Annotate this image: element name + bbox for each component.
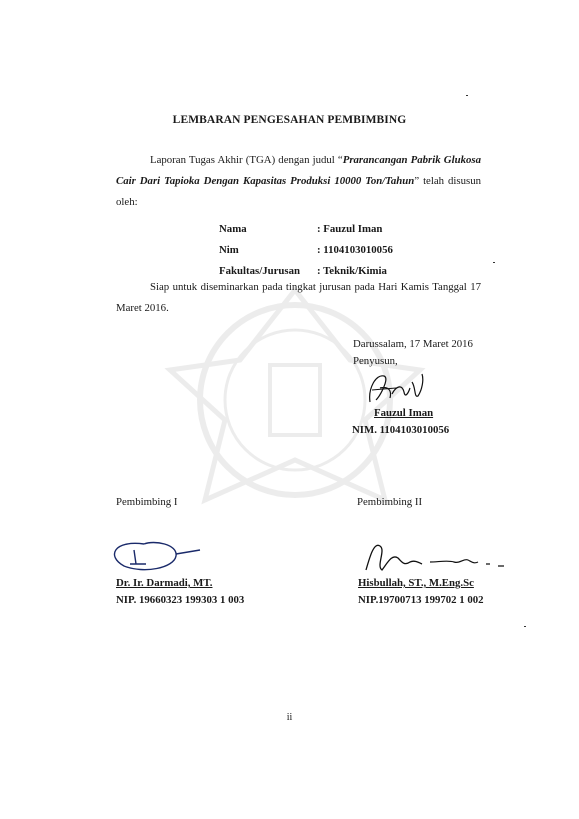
info-value-nim: : 1104103010056 — [317, 244, 393, 256]
page-title: LEMBARAN PENGESAHAN PEMBIMBING — [172, 114, 407, 126]
supervisor2-nip: NIP.19700713 199702 1 002 — [358, 594, 484, 606]
supervisor1-name: Dr. Ir. Darmadi, MT. — [116, 577, 213, 589]
author-role: Penyusun, — [353, 355, 398, 367]
place-date: Darussalam, 17 Maret 2016 — [353, 338, 473, 350]
author-sign-block — [353, 336, 473, 370]
info-value-name: : Fauzul Iman — [317, 223, 383, 235]
student-info — [219, 219, 393, 282]
author-identity — [352, 405, 449, 439]
supervisor2-role: Pembimbing II — [357, 496, 423, 508]
thesis-title: Prarancangan Pabrik Glukosa Cair Dari Tapioka Dengan Kapasitas Produksi 10000 Ton/Tahun — [116, 154, 481, 187]
info-label-nim: Nim — [219, 244, 239, 256]
author-signature — [362, 368, 432, 408]
supervisor1-role: Pembimbing I — [116, 496, 178, 508]
scan-speck — [524, 626, 526, 627]
page-number: ii — [286, 712, 293, 723]
student-info-row — [219, 240, 393, 261]
intro-paragraph — [116, 150, 481, 213]
supervisor2-name: Hisbullah, ST., M.Eng.Sc — [358, 577, 474, 589]
seminar-paragraph: Siap untuk diseminarkan pada tingkat jurusan pada Hari Kamis Tanggal 17 Maret 2016. — [116, 281, 481, 314]
scan-speck — [493, 262, 495, 263]
info-value-faculty: : Teknik/Kimia — [317, 265, 387, 277]
intro-text-after: ” telah disusun oleh: — [116, 175, 481, 208]
supervisor1-nip: NIP. 19660323 199303 1 003 — [116, 594, 245, 606]
supervisor2-identity — [358, 575, 484, 609]
scan-speck — [466, 95, 468, 96]
supervisor2-signature — [358, 536, 508, 578]
intro-text-before: Laporan Tugas Akhir (TGA) dengan judul “ — [150, 154, 343, 166]
student-info-row — [219, 219, 393, 240]
author-nim: NIM. 1104103010056 — [352, 424, 450, 436]
supervisor1-signature — [104, 536, 214, 578]
author-name: Fauzul Iman — [374, 407, 434, 419]
info-label-faculty: Fakultas/Jurusan — [219, 265, 301, 277]
supervisor1-identity — [116, 575, 244, 609]
info-label-name: Nama — [219, 223, 247, 235]
